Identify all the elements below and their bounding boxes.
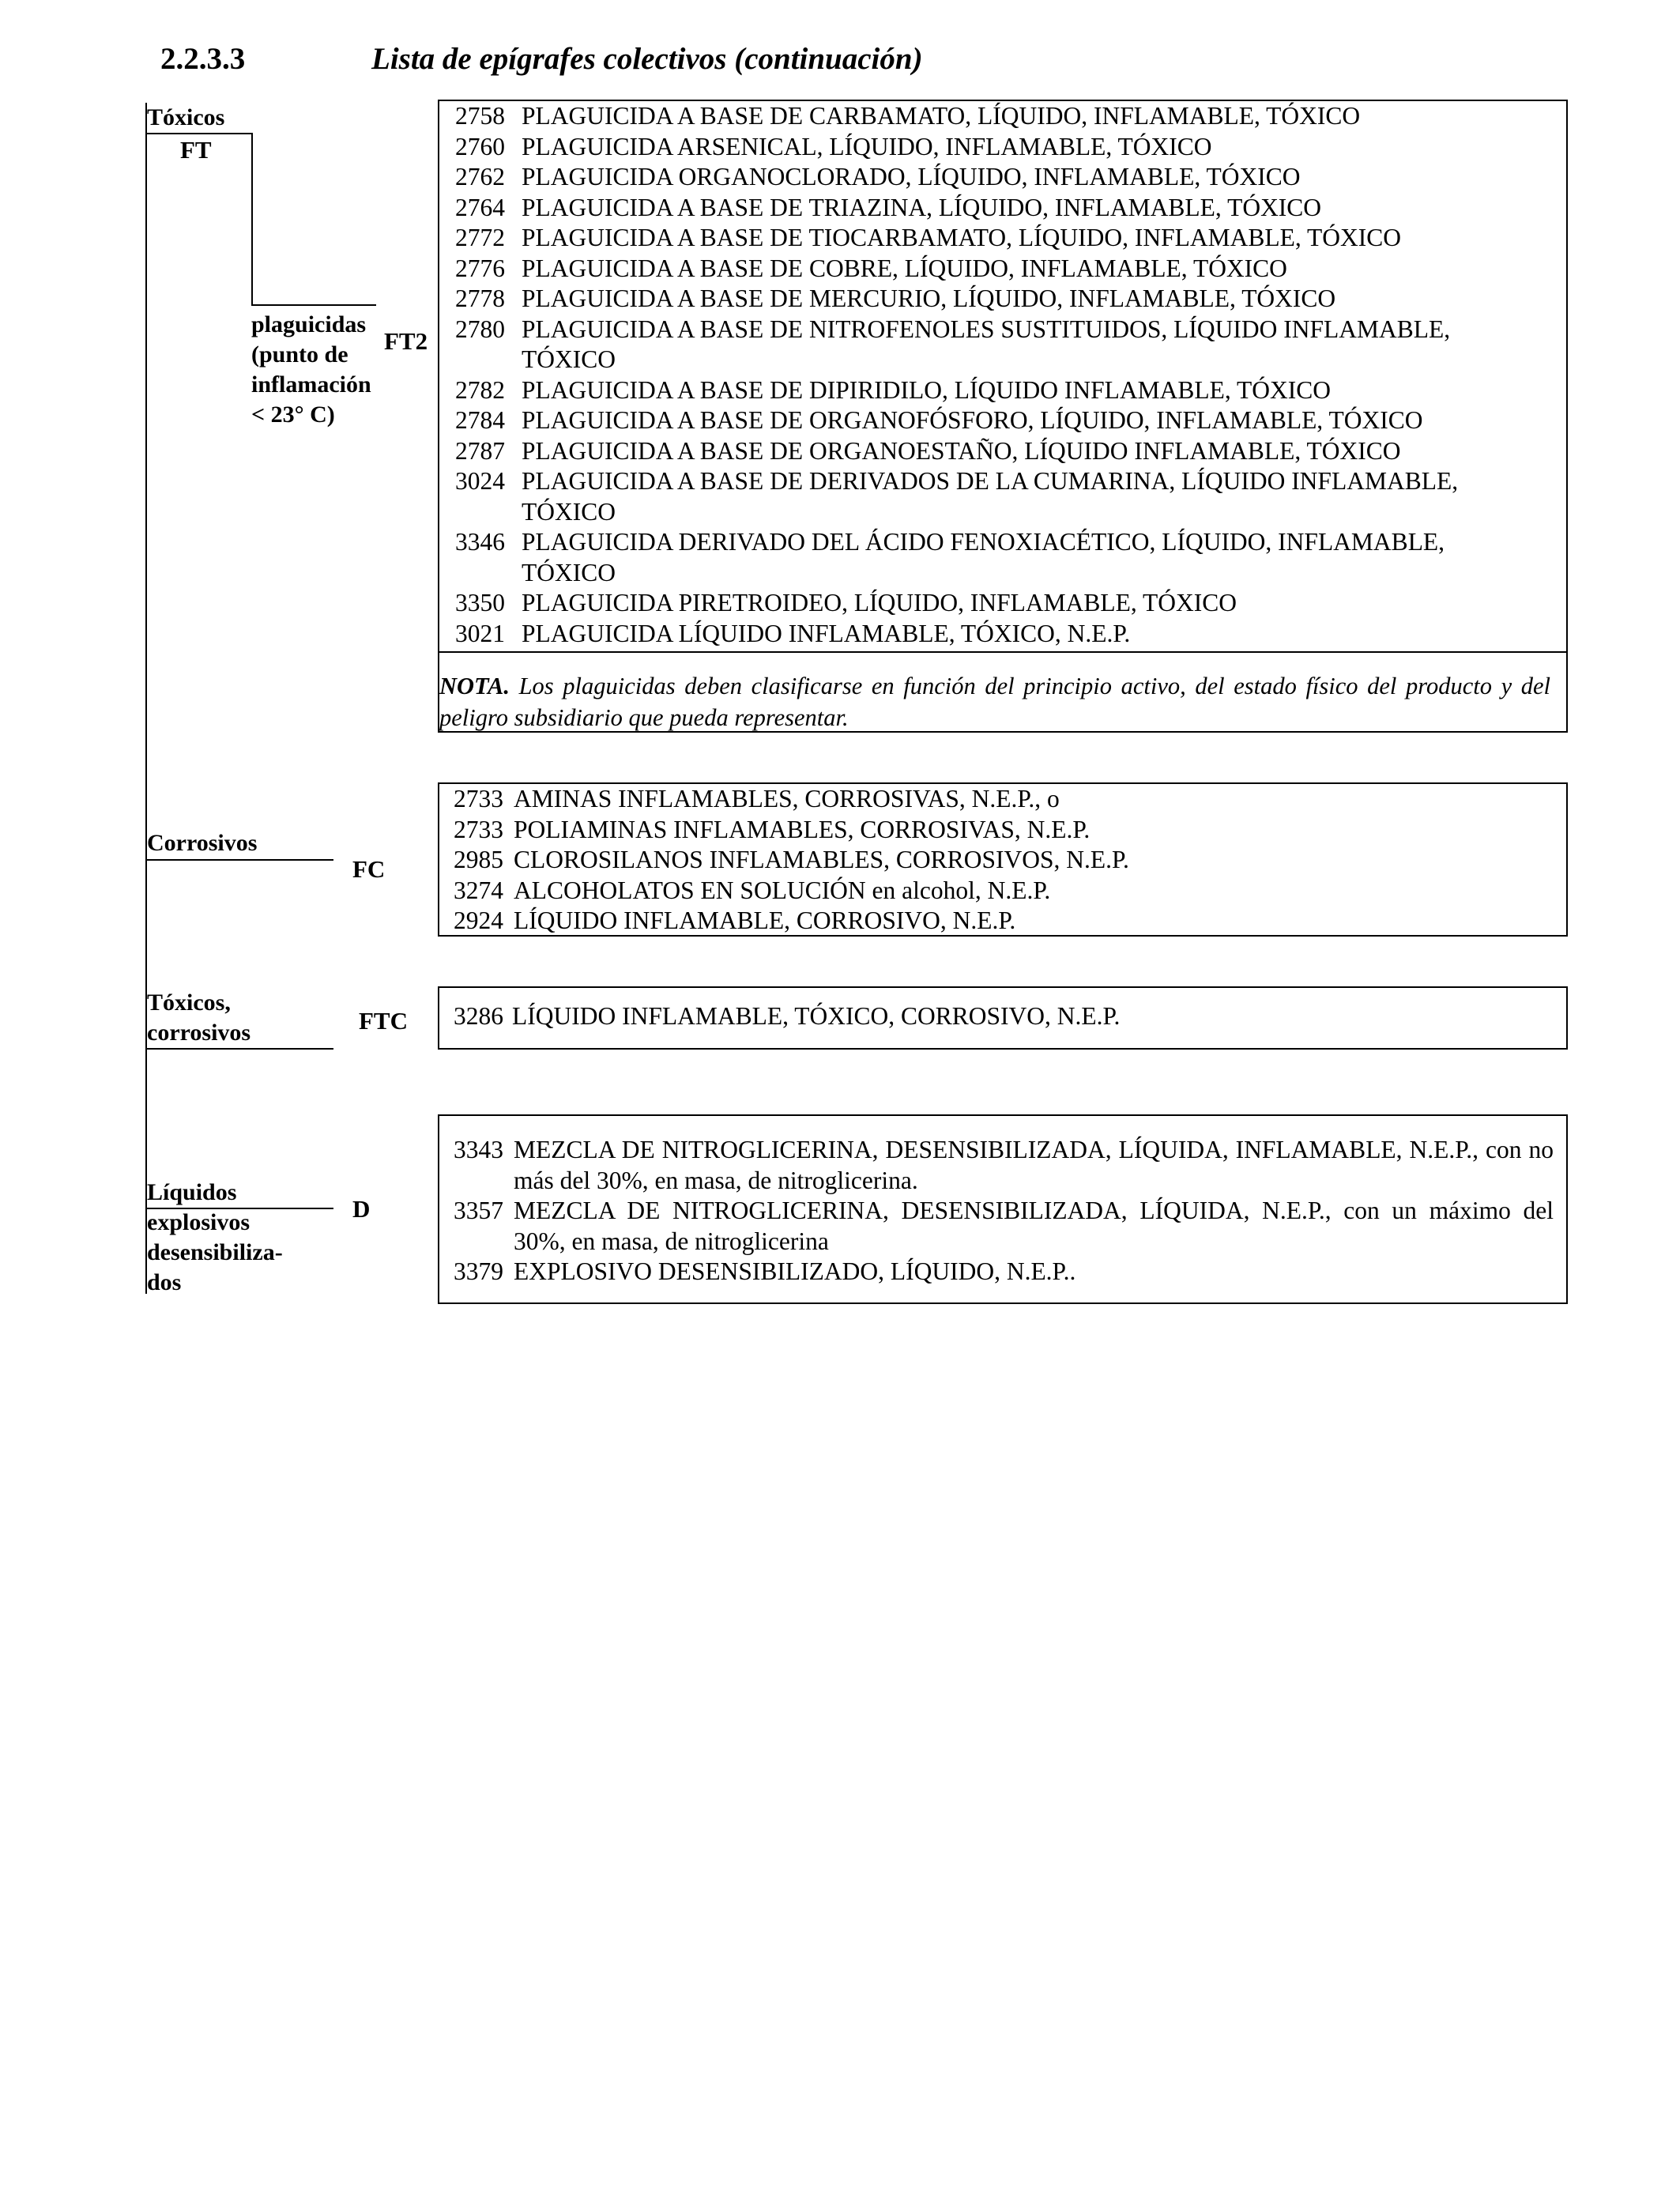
list-item — [455, 315, 1554, 375]
group-code-fc: FC — [352, 855, 386, 883]
entries-list-ftc — [454, 1001, 1552, 1032]
tree-branch-corrosivos — [145, 859, 333, 861]
un-number: 3021 — [455, 619, 505, 647]
entry-text: PLAGUICIDA A BASE DE CARBAMATO, LÍQUIDO, INFLAMABLE, TÓXICO — [522, 102, 1361, 130]
entry-text: PLAGUICIDA A BASE DE COBRE, LÍQUIDO, INFLAMABLE, TÓXICO — [522, 254, 1287, 282]
un-number: 2758 — [455, 102, 505, 130]
section-number: 2.2.3.3 — [160, 42, 246, 76]
sub-label-line: plaguicidas — [251, 311, 367, 337]
un-number: 2776 — [455, 254, 505, 282]
tree-branch-toxicos-stem — [251, 133, 253, 305]
un-number: 3274 — [454, 876, 503, 904]
entry-text: AMINAS INFLAMABLES, CORROSIVAS, N.E.P., o — [514, 785, 1060, 812]
list-item — [455, 436, 1554, 467]
un-number: 2784 — [455, 406, 505, 434]
group-label-line: corrosivos — [147, 1020, 251, 1046]
list-item — [454, 1196, 1554, 1257]
un-number: 3350 — [455, 589, 505, 616]
entry-text: PLAGUICIDA A BASE DE ORGANOFÓSFORO, LÍQUIDO, INFLAMABLE, TÓXICO — [522, 406, 1423, 434]
un-number: 2924 — [454, 907, 503, 934]
entry-text: PLAGUICIDA A BASE DE TRIAZINA, LÍQUIDO, INFLAMABLE, TÓXICO — [522, 193, 1322, 221]
list-item — [455, 132, 1554, 163]
group-label-line: dos — [147, 1269, 182, 1295]
group-label-line: Tóxicos, — [147, 990, 231, 1016]
entry-text: CLOROSILANOS INFLAMABLES, CORROSIVOS, N.E.P. — [514, 846, 1129, 873]
sub-label-line: < 23° C) — [251, 401, 335, 428]
list-item — [454, 845, 1552, 876]
un-number: 2782 — [455, 375, 505, 404]
list-item — [455, 254, 1554, 285]
un-number: 2762 — [455, 163, 505, 190]
tree-branch-plaguicidas — [251, 304, 376, 306]
un-number: 3379 — [454, 1257, 503, 1285]
group-label-line: desensibiliza- — [147, 1239, 283, 1265]
un-number: 3343 — [454, 1136, 503, 1163]
tree-main-trunk — [145, 103, 147, 1294]
entry-text: LÍQUIDO INFLAMABLE, CORROSIVO, N.E.P. — [514, 907, 1016, 934]
sub-label-line: inflamación — [251, 371, 371, 398]
group-code-ft2: FT2 — [384, 327, 428, 355]
list-item — [455, 162, 1554, 193]
entries-list-fc — [454, 784, 1552, 937]
list-item — [454, 1257, 1554, 1287]
list-item — [455, 375, 1554, 406]
entry-text: PLAGUICIDA A BASE DE DIPIRIDILO, LÍQUIDO INFLAMABLE, TÓXICO — [522, 375, 1332, 404]
entry-text: EXPLOSIVO DESENSIBILIZADO, LÍQUIDO, N.E.P.. — [514, 1257, 1076, 1285]
un-number: 3286 — [454, 1002, 503, 1030]
list-item — [454, 784, 1552, 815]
entry-text: PLAGUICIDA A BASE DE NITROFENOLES SUSTITUIDOS, LÍQUIDO INFLAMABLE, TÓXICO — [522, 315, 1451, 373]
entries-list-d — [454, 1135, 1554, 1287]
un-number: 2985 — [454, 846, 503, 873]
entry-text: PLAGUICIDA PIRETROIDEO, LÍQUIDO, INFLAMABLE, TÓXICO — [522, 589, 1237, 616]
entry-text: PLAGUICIDA LÍQUIDO INFLAMABLE, TÓXICO, N.E.P. — [522, 619, 1131, 647]
group-label-line: explosivos — [147, 1209, 250, 1235]
entry-text: LÍQUIDO INFLAMABLE, TÓXICO, CORROSIVO, N.E.P. — [512, 1002, 1121, 1030]
un-number: 2760 — [455, 132, 505, 160]
note-label: NOTA. — [439, 673, 510, 699]
entry-text: MEZCLA DE NITROGLICERINA, DESENSIBILIZADA, LÍQUIDA, N.E.P., con un máximo del 30%, en masa, de nitroglicerina — [514, 1197, 1554, 1255]
list-item — [455, 405, 1554, 436]
entry-text: POLIAMINAS INFLAMABLES, CORROSIVAS, N.E.P. — [514, 815, 1090, 843]
entry-text: PLAGUICIDA DERIVADO DEL ÁCIDO FENOXIACÉTICO, LÍQUIDO, INFLAMABLE, TÓXICO — [522, 528, 1445, 586]
list-item — [454, 1001, 1552, 1032]
entry-text: PLAGUICIDA A BASE DE TIOCARBAMATO, LÍQUIDO, INFLAMABLE, TÓXICO — [522, 224, 1402, 251]
note-paragraph — [439, 670, 1550, 733]
group-code-ftc: FTC — [359, 1007, 408, 1035]
list-item — [455, 101, 1554, 132]
group-code-d: D — [352, 1195, 371, 1223]
group-code-ft: FT — [180, 136, 212, 164]
list-item — [455, 223, 1554, 254]
section-title: Lista de epígrafes colectivos (continuación) — [371, 42, 923, 76]
un-number: 2780 — [455, 315, 505, 343]
un-number: 3357 — [454, 1197, 503, 1224]
note-text: Los plaguicidas deben clasificarse en función del principio activo, del estado físico del producto y del peligro subsidiario que pueda representar. — [439, 673, 1551, 731]
entry-text: PLAGUICIDA ORGANOCLORADO, LÍQUIDO, INFLAMABLE, TÓXICO — [522, 163, 1301, 190]
group-label-line: Líquidos — [147, 1179, 237, 1205]
un-number: 3024 — [455, 467, 505, 495]
entry-text: MEZCLA DE NITROGLICERINA, DESENSIBILIZADA, LÍQUIDA, INFLAMABLE, N.E.P., con no más del 30%, en masa, de nitroglicerina. — [514, 1136, 1554, 1194]
entry-text: PLAGUICIDA A BASE DE MERCURIO, LÍQUIDO, INFLAMABLE, TÓXICO — [522, 285, 1336, 312]
un-number: 3346 — [455, 528, 505, 556]
list-item — [454, 906, 1552, 937]
list-item — [454, 815, 1552, 846]
un-number: 2787 — [455, 436, 505, 465]
un-number: 2733 — [454, 815, 503, 843]
group-label-toxicos-corrosivos — [147, 988, 250, 1048]
tree-branch-toxicos-corrosivos — [145, 1048, 333, 1050]
list-item — [454, 1135, 1554, 1196]
group-label-liquidos-explosivos — [147, 1178, 283, 1298]
list-item — [455, 588, 1554, 619]
list-item — [454, 876, 1552, 907]
entry-text: PLAGUICIDA ARSENICAL, LÍQUIDO, INFLAMABLE, TÓXICO — [522, 132, 1212, 160]
entries-list-ft2 — [455, 101, 1554, 649]
list-item — [455, 619, 1554, 650]
entry-text: PLAGUICIDA A BASE DE ORGANOESTAÑO, LÍQUIDO INFLAMABLE, TÓXICO — [522, 436, 1401, 465]
group-label-corrosivos: Corrosivos — [147, 830, 258, 856]
un-number: 2772 — [455, 224, 505, 251]
entry-text: ALCOHOLATOS EN SOLUCIÓN en alcohol, N.E.P. — [514, 876, 1051, 904]
list-item — [455, 193, 1554, 224]
un-number: 2733 — [454, 785, 503, 812]
tree-branch-toxicos — [145, 133, 251, 134]
sub-label-line: (punto de — [251, 341, 348, 368]
sub-label-plaguicidas — [251, 310, 371, 430]
entry-text: PLAGUICIDA A BASE DE DERIVADOS DE LA CUMARINA, LÍQUIDO INFLAMABLE, TÓXICO — [522, 467, 1459, 526]
group-label-toxicos: Tóxicos — [147, 104, 225, 130]
list-item — [455, 284, 1554, 315]
list-item — [455, 527, 1554, 588]
list-item — [455, 466, 1554, 527]
un-number: 2778 — [455, 285, 505, 312]
note-divider — [438, 651, 1568, 653]
un-number: 2764 — [455, 193, 505, 221]
